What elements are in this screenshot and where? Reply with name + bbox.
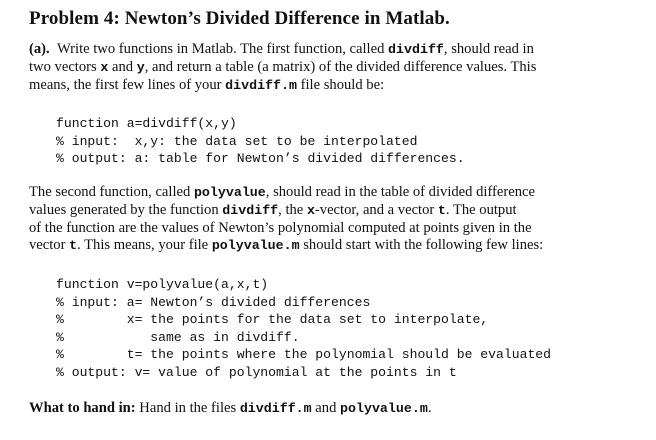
code-line: % input: a= Newton’s divided differences [56,294,371,310]
para2-line-3: of the function are the values of Newton’s polynomial computed at points given in the [29,219,532,236]
code-block-polyvalue [56,276,551,382]
hand-in-paragraph [29,400,629,418]
code-line: % same as in divdiff. [56,329,300,345]
text: Write two functions in Matlab. The first function, called [56,41,389,57]
text: , should read in [443,41,534,57]
para2-line-1 [29,184,629,202]
para2-line-2 [29,202,629,220]
text: . This means, your file [77,237,212,254]
code-line: % input: x,y: the data set to be interpolated [56,133,418,149]
code-line: function a=divdiff(x,y) [56,116,237,131]
file-name: polyvalue.m [340,401,428,416]
func-name: polyvalue [193,185,266,200]
text: values generated by the function [29,201,223,218]
text: , and return a table (a matrix) of the divided difference values. This [144,58,537,75]
part-a-paragraph [29,41,629,94]
text: Hand in the files [135,400,240,416]
code-block-divdiff [56,115,465,168]
part-a-line-3 [29,77,629,95]
text: . The output [445,201,517,218]
file-name: divdiff.m [239,401,312,416]
text: should start with the following few lines: [299,237,544,254]
hand-in-line [29,400,629,418]
var-x: x [100,59,109,75]
code-line: function v=polyvalue(a,x,t) [56,277,269,292]
text: vector [29,237,70,254]
text: The second function, called [29,184,194,200]
text: , should read in the table of divided difference [265,184,535,200]
part-a-line-1 [29,41,629,59]
text: , the [278,201,307,218]
var-x: x [306,202,315,218]
text: and [311,400,341,416]
code-line: % x= the points for the data set to interpolate, [56,312,489,328]
part-a-line-2 [29,59,629,77]
para2-line-4 [29,237,629,255]
func-name: divdiff [222,202,279,218]
var-t: t [69,238,78,254]
var-y: y [136,59,145,75]
code-line: % t= the points where the polynomial should be evaluated [56,347,552,363]
code-line: % output: v= value of polynomial at the points in t [56,364,457,380]
problem-title: Problem 4: Newton’s Divided Difference in Matlab. [29,8,450,29]
text: two vectors [29,58,101,75]
code-line: % output: a: table for Newton’s divided differences. [56,151,465,167]
text: file should be: [296,76,385,93]
part-a-label: (a). [29,41,50,57]
text: and [108,58,137,75]
file-name: divdiff.m [225,77,297,93]
text: means, the first few lines of your [29,76,226,93]
var-t: t [437,202,446,218]
func-name: divdiff [388,42,444,57]
text: . [427,400,432,416]
hand-in-label: What to hand in: [29,400,136,416]
polyvalue-paragraph [29,184,629,255]
file-name: polyvalue.m [211,238,300,254]
text: -vector, and a vector [314,201,438,218]
